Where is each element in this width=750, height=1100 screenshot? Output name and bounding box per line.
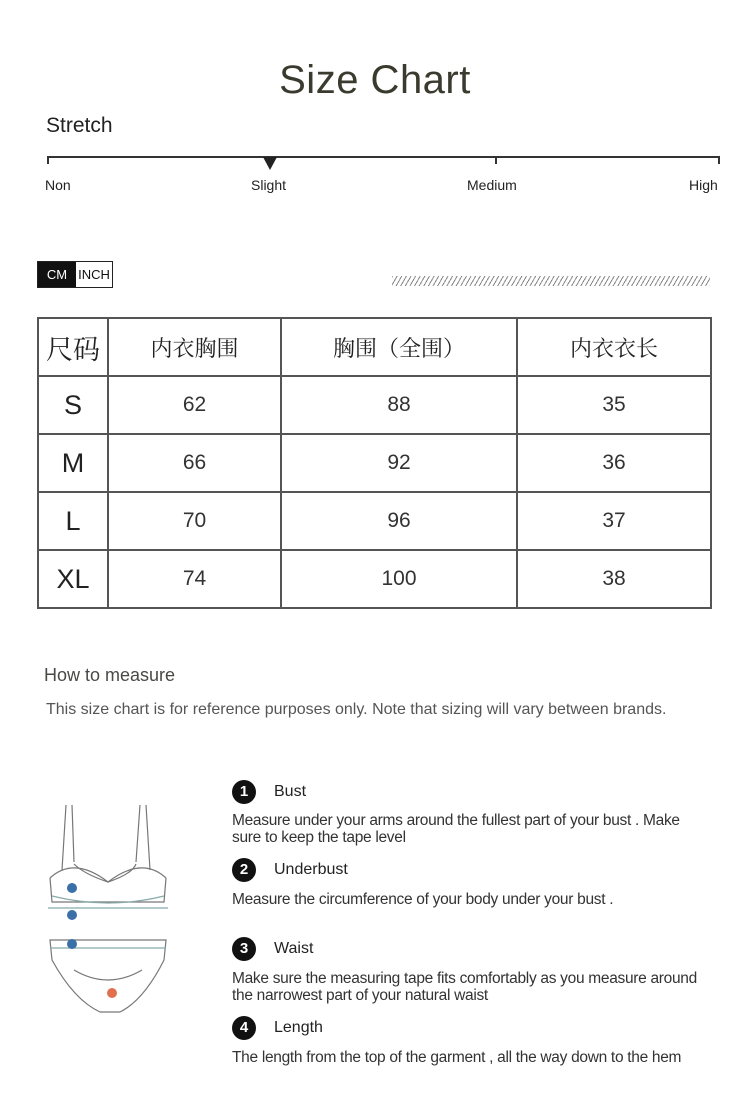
page-title: Size Chart: [279, 58, 471, 102]
size-cell: L: [38, 492, 108, 550]
marker-4-icon: [107, 988, 117, 998]
value-cell: 37: [517, 492, 711, 550]
scale-tick: [718, 156, 720, 164]
step-4-badge: 4: [232, 1016, 256, 1040]
value-cell: 36: [517, 434, 711, 492]
stretch-level-high: High: [689, 177, 718, 193]
value-cell: 38: [517, 550, 711, 608]
header-bust: 胸围（全围）: [281, 318, 517, 376]
value-cell: 74: [108, 550, 281, 608]
stretch-level-non: Non: [45, 177, 71, 193]
stretch-marker-icon: [263, 157, 277, 170]
decorative-hatch: [392, 276, 710, 286]
size-cell: XL: [38, 550, 108, 608]
value-cell: 100: [281, 550, 517, 608]
stretch-level-medium: Medium: [467, 177, 517, 193]
scale-tick: [495, 156, 497, 164]
table-row: [38, 492, 711, 550]
stretch-level-slight: Slight: [251, 177, 287, 193]
header-length: 内衣衣长: [517, 318, 711, 376]
marker-2-icon: [67, 910, 77, 920]
step-1-title: Bust: [274, 783, 307, 800]
how-to-measure-heading: How to measure: [44, 665, 176, 685]
step-2-desc: Measure the circumference of your body under your bust .: [232, 891, 614, 908]
scale-tick: [47, 156, 49, 164]
value-cell: 62: [108, 376, 281, 434]
value-cell: 70: [108, 492, 281, 550]
value-cell: 66: [108, 434, 281, 492]
step-3-title: Waist: [274, 940, 314, 957]
bra-illustration-icon: [48, 805, 168, 908]
value-cell: 92: [281, 434, 517, 492]
step-2-title: Underbust: [274, 861, 348, 878]
table-header-row: [38, 318, 711, 376]
table-row: [38, 376, 711, 434]
step-4-title: Length: [274, 1019, 323, 1036]
size-table: [37, 317, 712, 609]
stretch-scale-line: [47, 156, 720, 158]
reference-note: This size chart is for reference purposes only. Note that sizing will vary between brands.: [46, 701, 667, 718]
size-cell: S: [38, 376, 108, 434]
stretch-heading: Stretch: [46, 114, 113, 137]
table-row: [38, 550, 711, 608]
header-size: 尺码: [38, 318, 108, 376]
step-3-desc: Make sure the measuring tape fits comfortably as you measure around the narrowest part of your natural waist: [232, 970, 697, 1004]
marker-1-icon: [67, 883, 77, 893]
step-1-desc: Measure under your arms around the fullest part of your bust . Make sure to keep the tape level: [232, 812, 680, 846]
unit-inch-button[interactable]: INCH: [76, 262, 112, 287]
unit-cm-button[interactable]: CM: [38, 262, 76, 287]
value-cell: 88: [281, 376, 517, 434]
step-3-badge: 3: [232, 937, 256, 961]
table-row: [38, 434, 711, 492]
value-cell: 35: [517, 376, 711, 434]
unit-toggle: [37, 261, 113, 288]
briefs-illustration-icon: [50, 940, 166, 1012]
measure-illustration: [44, 800, 174, 1040]
header-underbust: 内衣胸围: [108, 318, 281, 376]
step-2-badge: 2: [232, 858, 256, 882]
step-1-badge: 1: [232, 780, 256, 804]
value-cell: 96: [281, 492, 517, 550]
step-4-desc: The length from the top of the garment , all the way down to the hem: [232, 1049, 682, 1066]
marker-3-icon: [67, 939, 77, 949]
size-cell: M: [38, 434, 108, 492]
